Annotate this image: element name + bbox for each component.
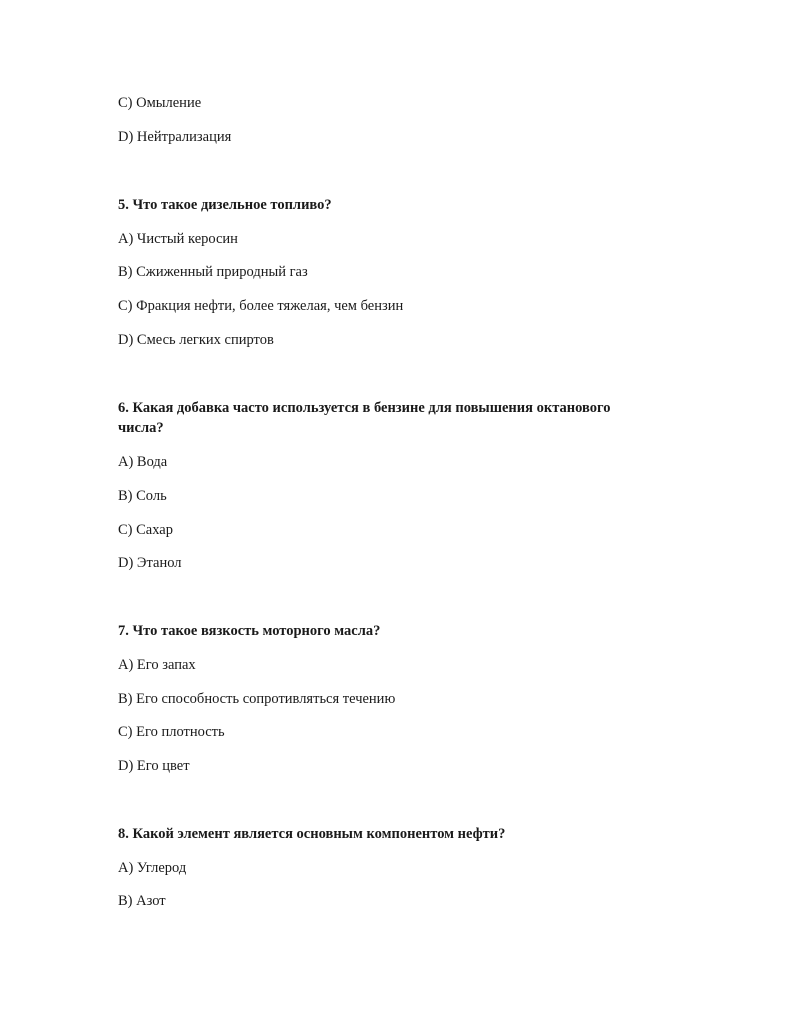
question-6-line-2: числа? xyxy=(118,420,164,436)
q8-option-a: A) Углерод xyxy=(118,860,187,876)
q5-option-b: B) Сжиженный природный газ xyxy=(118,264,308,280)
q7-option-b: B) Его способность сопротивляться течению xyxy=(118,691,396,707)
q6-option-d: D) Этанол xyxy=(118,555,182,571)
question-7: 7. Что такое вязкость моторного масла? xyxy=(118,623,381,639)
question-6-line-1: 6. Какая добавка часто используется в бензине для повышения октанового xyxy=(118,400,611,416)
q6-option-b: B) Соль xyxy=(118,488,167,504)
q5-option-a: A) Чистый керосин xyxy=(118,231,238,247)
q5-option-d: D) Смесь легких спиртов xyxy=(118,332,274,348)
q7-option-d: D) Его цвет xyxy=(118,758,190,774)
q4-option-d: D) Нейтрализация xyxy=(118,129,232,145)
question-8: 8. Какой элемент является основным компонентом нефти? xyxy=(118,826,506,842)
q4-option-c: C) Омыление xyxy=(118,95,202,111)
q6-option-a: A) Вода xyxy=(118,454,168,470)
q7-option-c: C) Его плотность xyxy=(118,724,225,740)
question-5: 5. Что такое дизельное топливо? xyxy=(118,197,332,213)
q5-option-c: C) Фракция нефти, более тяжелая, чем бензин xyxy=(118,298,404,314)
q6-option-c: C) Сахар xyxy=(118,522,173,538)
q8-option-b: B) Азот xyxy=(118,893,166,909)
q7-option-a: A) Его запах xyxy=(118,657,196,673)
